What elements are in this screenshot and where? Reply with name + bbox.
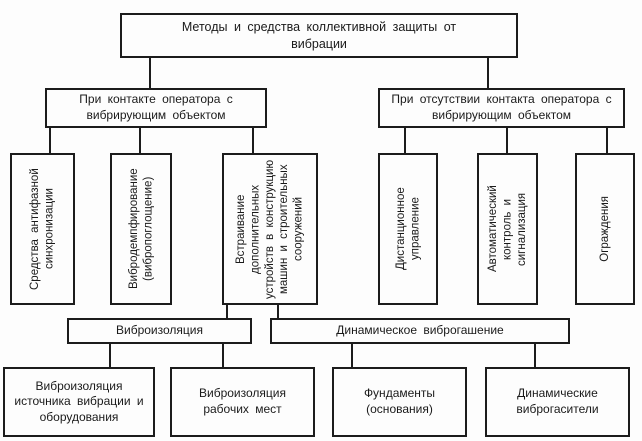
node-vibration-damping [110, 153, 172, 305]
node-remote-control [378, 153, 438, 305]
node-builtin-devices [222, 153, 318, 305]
node-vibration-isolation [67, 318, 252, 344]
node-label: Средства антифазной синхронизации [29, 168, 56, 290]
node-root-title [120, 13, 518, 58]
node-label: При отсутствии контакта оператора с вибрирующим объектом [391, 92, 612, 122]
node-guards [575, 153, 635, 305]
node-antiphase-synchronization [10, 153, 75, 305]
node-label: При контакте оператора с вибрирующим объектом [79, 92, 233, 122]
node-label: Встраивание дополнительных устройств в конструкцию машин и строительных сооружений [235, 159, 305, 299]
node-label: Виброизоляция рабочих мест [199, 386, 286, 416]
node-automatic-control-signaling [477, 153, 538, 305]
node-label: Виброизоляция [116, 323, 203, 338]
node-branch-without-contact [378, 88, 625, 128]
node-isolation-of-source-and-equipment [3, 367, 155, 437]
node-isolation-of-workplaces [170, 367, 315, 437]
node-dynamic-dampers [485, 367, 630, 437]
node-label: Ограждения [598, 196, 611, 262]
node-dynamic-vibration-damping [270, 318, 570, 344]
node-label: Методы и средства коллективной защиты от вибрации [181, 20, 457, 51]
node-label: Виброизоляция источника вибрации и оборудования [14, 378, 144, 424]
node-foundations [332, 367, 467, 437]
node-label: Фундаменты (основания) [363, 386, 436, 416]
node-label: Вибродемпфирование (вибропоглощение) [127, 168, 154, 290]
node-branch-with-contact [45, 88, 267, 128]
node-label: Автоматический контроль и сигнализация [486, 185, 528, 273]
node-label: Дистанционное управление [394, 187, 421, 271]
node-label: Динамические виброгасители [516, 386, 599, 416]
node-label: Динамическое виброгашение [336, 323, 504, 338]
